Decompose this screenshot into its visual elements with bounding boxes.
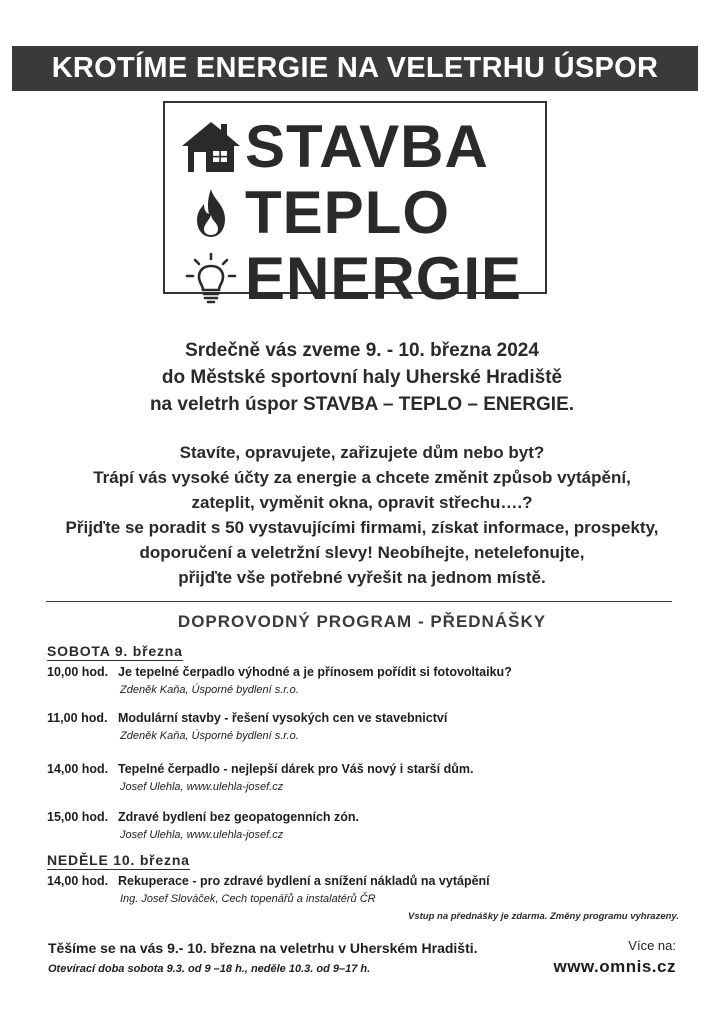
logo: [163, 101, 547, 312]
program-lecture-title: Je tepelné čerpadlo výhodné a je přínosem pořídit si fotovoltaiku?: [118, 665, 512, 679]
day-heading-sunday: NEDĚLE 10. března: [47, 852, 190, 868]
program-lecture-title: Tepelné čerpadlo - nejlepší dárek pro Váš nový i starší dům.: [118, 762, 474, 776]
title-banner: KROTÍME ENERGIE NA VELETRHU ÚSPOR: [12, 46, 698, 91]
program-speaker: Ing. Josef Slováček, Cech topenářů a instalatérů ČR: [120, 893, 376, 905]
footer-greeting: Těšíme se na vás 9.- 10. března na veletrhu v Uherském Hradišti.: [48, 940, 478, 956]
invite-line: přijďte vše potřebné vyřešit na jednom místě.: [178, 568, 546, 587]
invite-line: Přijďte se poradit s 50 vystavujícími firmami, získat informace, prospekty,: [65, 518, 659, 537]
program-speaker: Josef Ulehla, www.ulehla-josef.cz: [120, 781, 284, 793]
logo-word-energie: ENERGIE: [245, 245, 523, 312]
program-time: 10,00 hod.: [47, 665, 109, 679]
day-heading-saturday: SOBOTA 9. března: [47, 643, 183, 659]
flame-icon: [179, 184, 243, 242]
program-time: 14,00 hod.: [47, 874, 109, 888]
intro-line: do Městské sportovní haly Uherské Hradiště: [161, 367, 563, 388]
program-note: Vstup na přednášky je zdarma. Změny programu vyhrazeny.: [407, 911, 679, 922]
program-speaker: Zdeněk Kaňa, Úsporné bydlení s.r.o.: [120, 730, 299, 742]
more-info-label: Více na:: [628, 938, 676, 953]
house-icon: [179, 118, 243, 176]
program-speaker: Josef Ulehla, www.ulehla-josef.cz: [120, 829, 284, 841]
program-time: 14,00 hod.: [47, 762, 109, 776]
logo-row-stavba: [179, 113, 489, 180]
invite-line: Trápí vás vysoké účty za energie a chcete změnit způsob vytápění,: [93, 468, 631, 487]
logo-word-stavba: STAVBA: [245, 113, 489, 180]
invitation-text: [0, 440, 724, 590]
intro-text: [0, 337, 724, 418]
invite-line: doporučení a veletržní slevy! Neobíhejte, netelefonujte,: [139, 543, 585, 562]
logo-row-teplo: [179, 179, 451, 246]
opening-hours: Otevírací doba sobota 9.3. od 9 –18 h., neděle 10.3. od 9–17 h.: [48, 963, 371, 975]
program-time: 15,00 hod.: [47, 810, 109, 824]
logo-row-energie: [179, 245, 523, 312]
program-lecture-title: Modulární stavby - řešení vysokých cen ve stavebnictví: [118, 711, 448, 725]
lightbulb-icon: [179, 250, 243, 308]
invite-line: zateplit, vyměnit okna, opravit střechu….?: [191, 493, 533, 512]
program-lecture-title: Rekuperace - pro zdravé bydlení a snížení nákladů na vytápění: [118, 874, 490, 888]
logo-word-teplo: TEPLO: [245, 179, 451, 246]
program-time: 11,00 hod.: [47, 711, 108, 725]
program-lecture-title: Zdravé bydlení bez geopatogenních zón.: [118, 810, 359, 824]
intro-line: Srdečně vás zveme 9. - 10. března 2024: [185, 340, 539, 361]
program-title: DOPROVODNÝ PROGRAM - PŘEDNÁŠKY: [177, 612, 547, 631]
invite-line: Stavíte, opravujete, zařizujete dům nebo byt?: [179, 443, 545, 462]
divider: [46, 601, 672, 602]
intro-line: na veletrh úspor STAVBA – TEPLO – ENERGIE.: [149, 394, 575, 415]
program-speaker: Zdeněk Kaňa, Úsporné bydlení s.r.o.: [120, 684, 299, 696]
website-link[interactable]: www.omnis.cz: [553, 957, 676, 976]
